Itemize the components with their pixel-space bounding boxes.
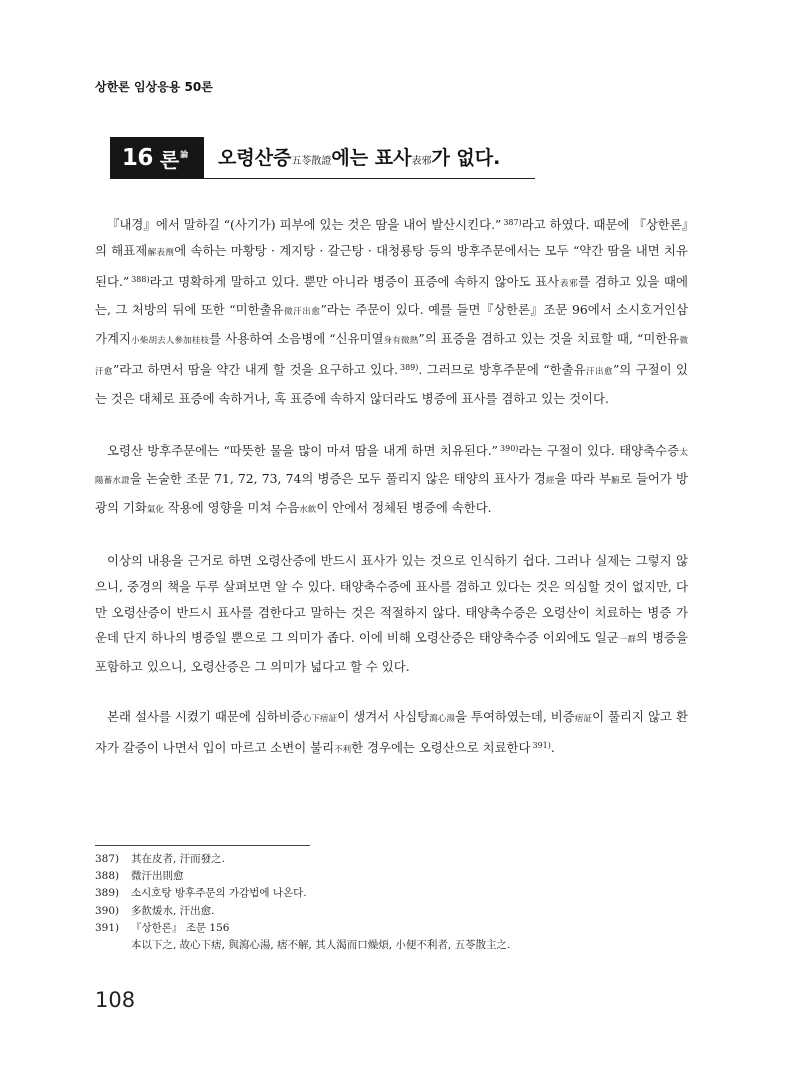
chapter-word-hanja: 論 bbox=[180, 150, 189, 159]
footnote-number: 388) bbox=[95, 870, 120, 883]
chapter-underline bbox=[204, 178, 535, 179]
footnote-text: 多飮煖水, 汗出愈. bbox=[131, 904, 215, 917]
hanja-gloss: 氣化 bbox=[146, 505, 164, 516]
hanja-gloss: 微汗出愈 bbox=[283, 307, 321, 318]
text-run: 로 들어가 방광의 기화 bbox=[95, 471, 688, 516]
footnote-rule bbox=[95, 845, 310, 846]
text-run: 를 겸하고 있을 때에는, 그 처방의 뒤에 또한 “미한출유 bbox=[95, 273, 688, 318]
text-run: 라고 명확하게 말하고 있다. 뿐만 아니라 병증이 표증에 속하지 않아도 표사 bbox=[149, 273, 560, 289]
footnote-text: 其在皮者, 汗而發之. bbox=[131, 853, 226, 865]
footnote-text: 『상한론』 조문 156 bbox=[131, 921, 230, 934]
text-run: 을 투여하였는데, 비증 bbox=[455, 708, 575, 724]
text-run: 본래 설사를 시켰기 때문에 심하비증 bbox=[107, 708, 303, 724]
text-run: . bbox=[550, 739, 555, 755]
hanja-gloss: 表邪 bbox=[559, 278, 579, 289]
footnote-number: 391) bbox=[95, 921, 120, 934]
footnote-390 bbox=[95, 903, 688, 920]
text-run: 라는 구절이 있다. 태양축수증 bbox=[518, 442, 680, 458]
footnote-ref: 391) bbox=[532, 740, 551, 750]
text-run: 오령산 방후주문에는 “따뜻한 물을 많이 마셔 땀을 내게 하면 치유된다.” bbox=[107, 442, 499, 458]
footnote-ref: 390) bbox=[500, 443, 519, 453]
footnote-number: 390) bbox=[95, 904, 120, 917]
hanja-gloss: 一群 bbox=[618, 635, 637, 646]
footnote-ref: 387) bbox=[503, 218, 522, 227]
hanja-gloss: 太陽蓄水證 bbox=[95, 447, 688, 487]
text-run: 라고 하였다. 때문에 『상한론』의 해표제 bbox=[95, 217, 688, 258]
title-post: 가 없다. bbox=[431, 147, 501, 169]
footnote-391 bbox=[95, 920, 688, 937]
hanja-gloss: 身有微熱 bbox=[383, 336, 419, 347]
footnote-ref: 388) bbox=[131, 274, 150, 284]
hanja-gloss: 水飮 bbox=[299, 505, 317, 516]
running-head: 상한론 임상응용 50론 bbox=[95, 80, 213, 94]
text-run: 를 사용하여 소음병에 “신유미열 bbox=[209, 331, 384, 347]
footnote-text: 소시호탕 방후주문의 가감법에 나온다. bbox=[131, 887, 307, 900]
chapter-number: 16 bbox=[121, 145, 153, 171]
title-pre: 오령산증 bbox=[218, 147, 292, 169]
paragraph-1 bbox=[95, 210, 688, 412]
footnote-387 bbox=[95, 851, 688, 868]
footnote-391-continuation: 本以下之, 故心下痞, 與瀉心湯, 痞不解, 其人渴而口燥煩, 小便不利者, 五苓散主之. bbox=[131, 939, 511, 952]
text-run: ”의 표증을 겸하고 있는 것을 치료할 때, “미한유 bbox=[418, 331, 680, 347]
footnote-389 bbox=[95, 885, 688, 902]
footnotes bbox=[95, 851, 688, 954]
text-run: 이상의 내용을 근거로 하면 오령산증에 반드시 표사가 있는 것으로 인식하기 쉽다. 그러나 실제는 그렇지 않으니, 중경의 책을 두루 살펴보면 알 수 있다. 태양축수증에 표사를 겸하고 있다는 것은 의심할 것이 없지만, 다만 오령산증이 반드시 표사를 겸한다고 말하는 것은 적절하지 않다. 태양축수증은 오령산이 치료하는 병증 가운데 단지 하나의 병증일 뿐으로 그 의미가 좁다. 이에 비해 오령산증은 태양축수증 이외에도 일군 bbox=[95, 552, 688, 646]
text-run: . 그러므로 방후주문에 “한출유 bbox=[418, 361, 586, 377]
body-text bbox=[95, 210, 688, 788]
text-run: 에 속하는 마황탕 · 계지탕 · 갈근탕 · 대청룡탕 등의 방후주문에서는 모두 “약간 땀을 내면 치유된다.” bbox=[95, 242, 688, 289]
title-mid: 에는 표사 bbox=[331, 147, 412, 169]
text-run: 을 따라 부 bbox=[554, 471, 611, 487]
text-run: 이 생겨서 사심탕 bbox=[337, 708, 430, 724]
chapter-heading bbox=[110, 137, 535, 179]
hanja-gloss: 不利 bbox=[334, 744, 352, 755]
hanja-gloss: 腑 bbox=[610, 476, 620, 487]
hanja-gloss: 微汗愈 bbox=[95, 336, 688, 377]
footnote-ref: 389) bbox=[399, 362, 419, 372]
text-run: 이 안에서 정체된 병증에 속한다. bbox=[316, 500, 492, 516]
hanja-gloss: 經 bbox=[545, 476, 555, 487]
footnote-number: 389) bbox=[95, 887, 120, 900]
text-run: 한 경우에는 오령산으로 치료한다 bbox=[351, 739, 531, 755]
text-run: 작용에 영향을 미쳐 수음 bbox=[163, 500, 300, 516]
text-run: 의 병증을 포함하고 있으니, 오령산증은 그 의미가 넓다고 할 수 있다. bbox=[95, 630, 688, 675]
text-run: 『내경』에서 말하길 “(사기가) 피부에 있는 것은 땀을 내어 발산시킨다.” bbox=[107, 217, 502, 232]
chapter-title bbox=[218, 143, 500, 170]
paragraph-4 bbox=[95, 704, 688, 764]
text-run: ”의 구절이 있는 것은 대체로 표증에 속하거나, 혹 표증에 속하지 않더라도 병증에 표사를 겸하고 있는 것이다. bbox=[95, 361, 688, 406]
paragraph-2 bbox=[95, 436, 688, 524]
chapter-label-box bbox=[110, 137, 204, 179]
title-hanja-2: 表邪 bbox=[411, 156, 432, 167]
hanja-gloss: 汗出愈 bbox=[585, 366, 613, 377]
hanja-gloss: 心下痞証 bbox=[302, 713, 338, 724]
hanja-gloss: 痞証 bbox=[574, 713, 593, 724]
page-number: 108 bbox=[95, 988, 136, 1012]
text-run: 을 논술한 조문 71, 72, 73, 74의 병증은 모두 풀리지 않은 태양의 표사가 경 bbox=[129, 471, 546, 487]
hanja-gloss: 小柴胡去人參加桂枝 bbox=[130, 336, 210, 347]
footnote-388 bbox=[95, 868, 688, 885]
hanja-gloss: 瀉心湯 bbox=[429, 713, 455, 724]
text-run: 이 풀리지 않고 환자가 갈증이 나면서 입이 마르고 소변이 불리 bbox=[95, 708, 688, 755]
footnote-text: 微汗出則愈 bbox=[131, 870, 184, 883]
footnote-number: 387) bbox=[95, 853, 120, 865]
text-run: ”라고 하면서 땀을 약간 내게 할 것을 요구하고 있다. bbox=[112, 361, 398, 377]
title-hanja-1: 五苓散證 bbox=[291, 156, 332, 167]
text-run: ”라는 주문이 있다. 예를 들면『상한론』조문 96에서 소시호거인삼가계지 bbox=[95, 302, 688, 347]
chapter-word: 론 bbox=[159, 147, 180, 172]
hanja-gloss: 解表劑 bbox=[147, 247, 175, 258]
paragraph-3 bbox=[95, 548, 688, 680]
